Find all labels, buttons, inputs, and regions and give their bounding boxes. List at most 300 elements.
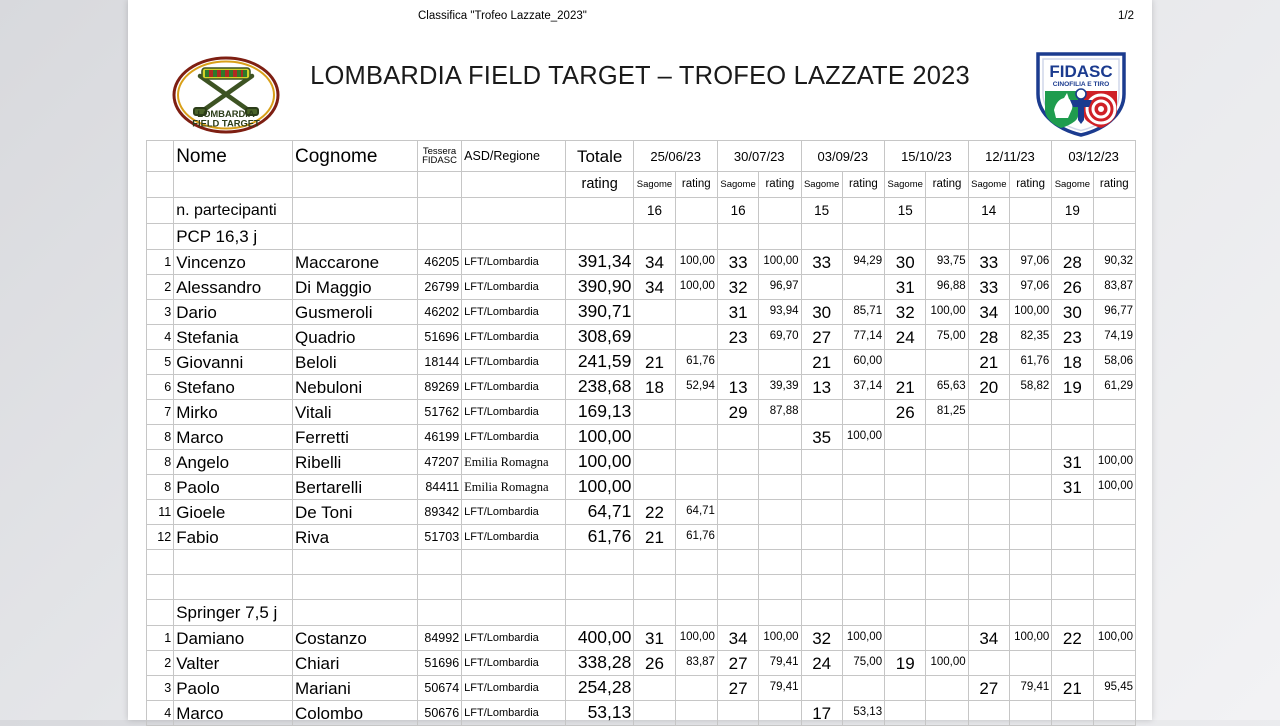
cell-sagome-4 bbox=[885, 701, 926, 726]
cell-asd: LFT/Lombardia bbox=[462, 375, 566, 400]
cell-rating-1 bbox=[675, 701, 717, 726]
cell-rating-1: 64,71 bbox=[675, 500, 717, 525]
category-row bbox=[147, 600, 1136, 626]
cell-cognome: Ferretti bbox=[293, 425, 418, 450]
category-event-cell bbox=[1052, 224, 1093, 250]
blank-cell bbox=[926, 550, 968, 575]
cell-rating-5: 100,00 bbox=[1009, 626, 1051, 651]
cell-rating-2 bbox=[759, 425, 801, 450]
cell-position: 2 bbox=[147, 651, 174, 676]
cell-rating-6 bbox=[1093, 701, 1135, 726]
cell-rating-5 bbox=[1009, 450, 1051, 475]
cell-cognome: Mariani bbox=[293, 676, 418, 701]
cell-cognome: Vitali bbox=[293, 400, 418, 425]
cell-rating-2: 69,70 bbox=[759, 325, 801, 350]
cell-rating-2 bbox=[759, 475, 801, 500]
blank-cell bbox=[147, 575, 174, 600]
cell-totale: 61,76 bbox=[565, 525, 633, 550]
cell-sagome-2 bbox=[717, 475, 758, 500]
cell-rating-5 bbox=[1009, 651, 1051, 676]
cell-position: 8 bbox=[147, 425, 174, 450]
cell-rating-4: 75,00 bbox=[926, 325, 968, 350]
cell-rating-4: 96,88 bbox=[926, 275, 968, 300]
header-cell-tessera: Tessera FIDASC bbox=[417, 141, 461, 172]
cell-rating-1: 83,87 bbox=[675, 651, 717, 676]
cell-sagome-4 bbox=[885, 626, 926, 651]
cell-position: 1 bbox=[147, 626, 174, 651]
category-event-cell bbox=[1093, 224, 1135, 250]
cell-totale: 53,13 bbox=[565, 701, 633, 726]
cell-sagome-3 bbox=[801, 525, 842, 550]
fidasc-subtitle: CINOFILIA E TIRO bbox=[1052, 81, 1110, 88]
cell-sagome-5 bbox=[968, 425, 1009, 450]
cell-rating-5 bbox=[1009, 500, 1051, 525]
cell-rating-4: 65,63 bbox=[926, 375, 968, 400]
cell-nome: Alessandro bbox=[174, 275, 293, 300]
cell-position: 8 bbox=[147, 450, 174, 475]
cell-sagome-4 bbox=[885, 500, 926, 525]
blank-cell bbox=[675, 550, 717, 575]
cell-rating-5 bbox=[1009, 475, 1051, 500]
participants-count-rating-5 bbox=[1009, 198, 1051, 224]
category-totale bbox=[565, 600, 633, 626]
cell-sagome-2: 23 bbox=[717, 325, 758, 350]
header-cell-position-sub bbox=[147, 172, 174, 198]
cell-sagome-1 bbox=[634, 450, 675, 475]
cell-sagome-6: 28 bbox=[1052, 250, 1093, 275]
cell-totale: 391,34 bbox=[565, 250, 633, 275]
category-event-cell bbox=[717, 600, 758, 626]
table-row bbox=[147, 676, 1136, 701]
cell-sagome-5 bbox=[968, 651, 1009, 676]
cell-rating-1 bbox=[675, 425, 717, 450]
cell-totale: 390,71 bbox=[565, 300, 633, 325]
cell-rating-4 bbox=[926, 525, 968, 550]
table-row bbox=[147, 450, 1136, 475]
cell-rating-2 bbox=[759, 701, 801, 726]
logo-text-line1: LOMBARDIA bbox=[197, 108, 255, 119]
cell-sagome-4 bbox=[885, 475, 926, 500]
cell-rating-3: 60,00 bbox=[842, 350, 884, 375]
cell-rating-1: 100,00 bbox=[675, 275, 717, 300]
cell-totale: 254,28 bbox=[565, 676, 633, 701]
cell-rating-4 bbox=[926, 475, 968, 500]
blank-cell bbox=[565, 550, 633, 575]
cell-asd: LFT/Lombardia bbox=[462, 676, 566, 701]
cell-rating-3: 85,71 bbox=[842, 300, 884, 325]
cell-totale: 100,00 bbox=[565, 450, 633, 475]
cell-cognome: Nebuloni bbox=[293, 375, 418, 400]
cell-rating-4 bbox=[926, 701, 968, 726]
blank-cell bbox=[926, 575, 968, 600]
table-row bbox=[147, 525, 1136, 550]
cell-rating-3 bbox=[842, 450, 884, 475]
cell-rating-1: 61,76 bbox=[675, 525, 717, 550]
cell-rating-3 bbox=[842, 676, 884, 701]
cell-sagome-2 bbox=[717, 525, 758, 550]
cell-sagome-6: 19 bbox=[1052, 375, 1093, 400]
cell-rating-3: 77,14 bbox=[842, 325, 884, 350]
table-row bbox=[147, 350, 1136, 375]
cell-sagome-3 bbox=[801, 500, 842, 525]
table-row bbox=[147, 701, 1136, 726]
header-cell-asd: ASD/Regione bbox=[462, 141, 566, 172]
cell-sagome-6: 31 bbox=[1052, 450, 1093, 475]
fidasc-logo-icon bbox=[1032, 50, 1130, 138]
blank-cell bbox=[759, 550, 801, 575]
cell-totale: 64,71 bbox=[565, 500, 633, 525]
header-cell-sagome-6: Sagome bbox=[1052, 172, 1093, 198]
cell-cognome: De Toni bbox=[293, 500, 418, 525]
cell-position: 3 bbox=[147, 300, 174, 325]
cell-sagome-5 bbox=[968, 400, 1009, 425]
cell-sagome-3 bbox=[801, 676, 842, 701]
cell-asd: LFT/Lombardia bbox=[462, 626, 566, 651]
cell-totale: 169,13 bbox=[565, 400, 633, 425]
cell-asd: LFT/Lombardia bbox=[462, 325, 566, 350]
blank-cell bbox=[565, 575, 633, 600]
cell-tessera: 89342 bbox=[417, 500, 461, 525]
cell-sagome-2: 32 bbox=[717, 275, 758, 300]
cell-sagome-5: 34 bbox=[968, 626, 1009, 651]
table-row bbox=[147, 275, 1136, 300]
cell-asd: LFT/Lombardia bbox=[462, 275, 566, 300]
cell-rating-5: 58,82 bbox=[1009, 375, 1051, 400]
cell-rating-3 bbox=[842, 500, 884, 525]
header-cell-sagome-4: Sagome bbox=[885, 172, 926, 198]
cell-sagome-6: 30 bbox=[1052, 300, 1093, 325]
logo-text-line2: FIELD TARGET bbox=[192, 117, 260, 129]
cell-sagome-3: 21 bbox=[801, 350, 842, 375]
cell-rating-2: 39,39 bbox=[759, 375, 801, 400]
page-number: 1/2 bbox=[1118, 10, 1134, 22]
cell-sagome-2: 13 bbox=[717, 375, 758, 400]
cell-sagome-3: 30 bbox=[801, 300, 842, 325]
cell-rating-6 bbox=[1093, 651, 1135, 676]
cell-sagome-1: 34 bbox=[634, 250, 675, 275]
blank-cell bbox=[174, 575, 293, 600]
cell-sagome-4: 31 bbox=[885, 275, 926, 300]
cell-asd: LFT/Lombardia bbox=[462, 250, 566, 275]
document-header bbox=[128, 0, 1152, 32]
cell-rating-2 bbox=[759, 350, 801, 375]
table-row bbox=[147, 325, 1136, 350]
participants-count-6: 19 bbox=[1052, 198, 1093, 224]
category-title: PCP 16,3 j bbox=[174, 224, 293, 250]
cell-rating-5 bbox=[1009, 400, 1051, 425]
cell-sagome-6 bbox=[1052, 425, 1093, 450]
category-event-cell bbox=[1009, 224, 1051, 250]
category-event-cell bbox=[759, 600, 801, 626]
cell-rating-2: 93,94 bbox=[759, 300, 801, 325]
cell-sagome-4 bbox=[885, 350, 926, 375]
cell-rating-6 bbox=[1093, 425, 1135, 450]
blank-cell bbox=[842, 575, 884, 600]
blank-cell bbox=[1009, 575, 1051, 600]
cell-sagome-2 bbox=[717, 450, 758, 475]
cell-sagome-1 bbox=[634, 475, 675, 500]
cell-cognome: Beloli bbox=[293, 350, 418, 375]
category-event-cell bbox=[1009, 600, 1051, 626]
header-cell-date-1: 25/06/23 bbox=[634, 141, 718, 172]
cell-rating-6: 58,06 bbox=[1093, 350, 1135, 375]
category-event-cell bbox=[968, 224, 1009, 250]
cell-rating-4 bbox=[926, 676, 968, 701]
cell-cognome: Ribelli bbox=[293, 450, 418, 475]
header-cell-position bbox=[147, 141, 174, 172]
cell-rating-4: 100,00 bbox=[926, 651, 968, 676]
cell-rating-3: 37,14 bbox=[842, 375, 884, 400]
blank-cell bbox=[759, 575, 801, 600]
page-title: LOMBARDIA FIELD TARGET – TROFEO LAZZATE 2023 bbox=[310, 62, 970, 90]
cell-totale: 400,00 bbox=[565, 626, 633, 651]
cell-tessera: 51703 bbox=[417, 525, 461, 550]
cell-rating-6 bbox=[1093, 525, 1135, 550]
cell-sagome-1: 21 bbox=[634, 350, 675, 375]
cell-sagome-2 bbox=[717, 425, 758, 450]
header-cell-date-5: 12/11/23 bbox=[968, 141, 1052, 172]
category-event-cell bbox=[926, 600, 968, 626]
cell-totale: 241,59 bbox=[565, 350, 633, 375]
blank-cell bbox=[1052, 575, 1093, 600]
cell-tessera: 18144 bbox=[417, 350, 461, 375]
cell-nome: Paolo bbox=[174, 676, 293, 701]
participants-count-1: 16 bbox=[634, 198, 675, 224]
cell-sagome-1 bbox=[634, 425, 675, 450]
cell-rating-1: 100,00 bbox=[675, 626, 717, 651]
standings-table-body bbox=[147, 141, 1136, 726]
cell-asd: LFT/Lombardia bbox=[462, 525, 566, 550]
cell-rating-3: 100,00 bbox=[842, 626, 884, 651]
cell-sagome-1: 21 bbox=[634, 525, 675, 550]
cell-sagome-5: 33 bbox=[968, 250, 1009, 275]
cell-sagome-1: 18 bbox=[634, 375, 675, 400]
category-event-cell bbox=[926, 224, 968, 250]
cell-sagome-6: 26 bbox=[1052, 275, 1093, 300]
participants-tessera bbox=[417, 198, 461, 224]
cell-tessera: 51762 bbox=[417, 400, 461, 425]
cell-sagome-4: 19 bbox=[885, 651, 926, 676]
blank-cell bbox=[462, 550, 566, 575]
cell-sagome-1: 34 bbox=[634, 275, 675, 300]
table-row bbox=[147, 250, 1136, 275]
cell-sagome-5: 21 bbox=[968, 350, 1009, 375]
cell-rating-2 bbox=[759, 525, 801, 550]
cell-rating-5: 97,06 bbox=[1009, 275, 1051, 300]
cell-rating-6: 83,87 bbox=[1093, 275, 1135, 300]
cell-rating-5: 79,41 bbox=[1009, 676, 1051, 701]
cell-rating-4: 100,00 bbox=[926, 300, 968, 325]
cell-rating-6: 95,45 bbox=[1093, 676, 1135, 701]
header-cell-rating-5: rating bbox=[1009, 172, 1051, 198]
cell-tessera: 84992 bbox=[417, 626, 461, 651]
cell-rating-1 bbox=[675, 450, 717, 475]
cell-rating-6: 100,00 bbox=[1093, 626, 1135, 651]
cell-tessera: 50676 bbox=[417, 701, 461, 726]
category-event-cell bbox=[675, 224, 717, 250]
cell-nome: Marco bbox=[174, 425, 293, 450]
cell-sagome-4 bbox=[885, 525, 926, 550]
fidasc-wordmark: FIDASC bbox=[1049, 62, 1113, 81]
spacer-row bbox=[147, 575, 1136, 600]
cell-nome: Fabio bbox=[174, 525, 293, 550]
cell-cognome: Bertarelli bbox=[293, 475, 418, 500]
cell-rating-6: 96,77 bbox=[1093, 300, 1135, 325]
cell-position: 12 bbox=[147, 525, 174, 550]
cell-rating-3: 94,29 bbox=[842, 250, 884, 275]
participants-count-5: 14 bbox=[968, 198, 1009, 224]
participants-totale bbox=[565, 198, 633, 224]
blank-cell bbox=[885, 550, 926, 575]
cell-rating-5: 61,76 bbox=[1009, 350, 1051, 375]
header-cell-sagome-5: Sagome bbox=[968, 172, 1009, 198]
cell-position: 11 bbox=[147, 500, 174, 525]
cell-sagome-1: 31 bbox=[634, 626, 675, 651]
cell-sagome-6 bbox=[1052, 651, 1093, 676]
cell-nome: Stefania bbox=[174, 325, 293, 350]
cell-cognome: Maccarone bbox=[293, 250, 418, 275]
table-row bbox=[147, 500, 1136, 525]
cell-rating-6: 90,32 bbox=[1093, 250, 1135, 275]
cell-sagome-1 bbox=[634, 300, 675, 325]
cell-rating-3: 100,00 bbox=[842, 425, 884, 450]
table-header-row-dates bbox=[147, 141, 1136, 172]
cell-rating-5 bbox=[1009, 701, 1051, 726]
cell-sagome-3 bbox=[801, 475, 842, 500]
category-tessera bbox=[417, 600, 461, 626]
cell-sagome-3: 32 bbox=[801, 626, 842, 651]
cell-rating-1 bbox=[675, 325, 717, 350]
category-event-cell bbox=[1093, 600, 1135, 626]
header-cell-nome: Nome bbox=[174, 141, 293, 172]
cell-rating-4 bbox=[926, 500, 968, 525]
cell-rating-5: 97,06 bbox=[1009, 250, 1051, 275]
blank-cell bbox=[1052, 550, 1093, 575]
header-cell-date-6: 03/12/23 bbox=[1052, 141, 1136, 172]
cell-tessera: 46205 bbox=[417, 250, 461, 275]
blank-cell bbox=[717, 550, 758, 575]
header-cell-rating-2: rating bbox=[759, 172, 801, 198]
table-row bbox=[147, 375, 1136, 400]
cell-sagome-2 bbox=[717, 500, 758, 525]
cell-sagome-3: 13 bbox=[801, 375, 842, 400]
header-cell-cognome: Cognome bbox=[293, 141, 418, 172]
blank-cell bbox=[1009, 550, 1051, 575]
header-cell-nome-sub bbox=[174, 172, 293, 198]
cell-sagome-1 bbox=[634, 400, 675, 425]
blank-cell bbox=[634, 550, 675, 575]
cell-nome: Damiano bbox=[174, 626, 293, 651]
cell-rating-3: 53,13 bbox=[842, 701, 884, 726]
header-cell-sagome-3: Sagome bbox=[801, 172, 842, 198]
header-cell-rating-1: rating bbox=[675, 172, 717, 198]
header-cell-rating-6: rating bbox=[1093, 172, 1135, 198]
cell-totale: 100,00 bbox=[565, 475, 633, 500]
table-row bbox=[147, 425, 1136, 450]
category-totale bbox=[565, 224, 633, 250]
cell-rating-4 bbox=[926, 626, 968, 651]
cell-rating-1: 52,94 bbox=[675, 375, 717, 400]
cell-rating-2 bbox=[759, 500, 801, 525]
header-cell-totale: Totale bbox=[565, 141, 633, 172]
blank-cell bbox=[842, 550, 884, 575]
cell-sagome-6: 21 bbox=[1052, 676, 1093, 701]
cell-asd: LFT/Lombardia bbox=[462, 400, 566, 425]
participants-cognome bbox=[293, 198, 418, 224]
table-row bbox=[147, 475, 1136, 500]
cell-nome: Mirko bbox=[174, 400, 293, 425]
cell-rating-1 bbox=[675, 300, 717, 325]
blank-cell bbox=[417, 550, 461, 575]
cell-rating-6 bbox=[1093, 500, 1135, 525]
cell-sagome-4: 32 bbox=[885, 300, 926, 325]
participants-count-rating-2 bbox=[759, 198, 801, 224]
cell-tessera: 51696 bbox=[417, 651, 461, 676]
header-cell-total-rating: rating bbox=[565, 172, 633, 198]
cell-sagome-3: 33 bbox=[801, 250, 842, 275]
cell-nome: Angelo bbox=[174, 450, 293, 475]
cell-position: 4 bbox=[147, 325, 174, 350]
cell-nome: Vincenzo bbox=[174, 250, 293, 275]
blank-cell bbox=[885, 575, 926, 600]
cell-nome: Gioele bbox=[174, 500, 293, 525]
cell-cognome: Di Maggio bbox=[293, 275, 418, 300]
cell-totale: 100,00 bbox=[565, 425, 633, 450]
cell-rating-6: 74,19 bbox=[1093, 325, 1135, 350]
cell-position: 4 bbox=[147, 701, 174, 726]
cell-rating-4: 81,25 bbox=[926, 400, 968, 425]
header-cell-date-2: 30/07/23 bbox=[717, 141, 801, 172]
participants-position bbox=[147, 198, 174, 224]
cell-asd: LFT/Lombardia bbox=[462, 500, 566, 525]
cell-rating-1 bbox=[675, 400, 717, 425]
category-event-cell bbox=[675, 600, 717, 626]
header-cell-asd-sub bbox=[462, 172, 566, 198]
category-event-cell bbox=[885, 600, 926, 626]
cell-sagome-3 bbox=[801, 400, 842, 425]
table-header-row-metrics bbox=[147, 172, 1136, 198]
cell-nome: Marco bbox=[174, 701, 293, 726]
cell-rating-3 bbox=[842, 400, 884, 425]
participants-count-3: 15 bbox=[801, 198, 842, 224]
spacer-row bbox=[147, 550, 1136, 575]
cell-rating-1: 61,76 bbox=[675, 350, 717, 375]
cell-rating-4 bbox=[926, 450, 968, 475]
cell-sagome-6: 31 bbox=[1052, 475, 1093, 500]
table-row bbox=[147, 400, 1136, 425]
cell-tessera: 26799 bbox=[417, 275, 461, 300]
cell-totale: 390,90 bbox=[565, 275, 633, 300]
category-event-cell bbox=[885, 224, 926, 250]
cell-sagome-5 bbox=[968, 500, 1009, 525]
cell-sagome-5 bbox=[968, 475, 1009, 500]
blank-cell bbox=[293, 575, 418, 600]
cell-nome: Giovanni bbox=[174, 350, 293, 375]
blank-cell bbox=[634, 575, 675, 600]
cell-sagome-6 bbox=[1052, 500, 1093, 525]
participants-count-2: 16 bbox=[717, 198, 758, 224]
category-event-cell bbox=[634, 600, 675, 626]
cell-rating-2: 79,41 bbox=[759, 676, 801, 701]
table-row bbox=[147, 300, 1136, 325]
cell-sagome-3: 35 bbox=[801, 425, 842, 450]
table-row bbox=[147, 626, 1136, 651]
cell-nome: Dario bbox=[174, 300, 293, 325]
standings-table bbox=[146, 140, 1136, 726]
cell-totale: 308,69 bbox=[565, 325, 633, 350]
blank-cell bbox=[968, 575, 1009, 600]
category-event-cell bbox=[801, 600, 842, 626]
